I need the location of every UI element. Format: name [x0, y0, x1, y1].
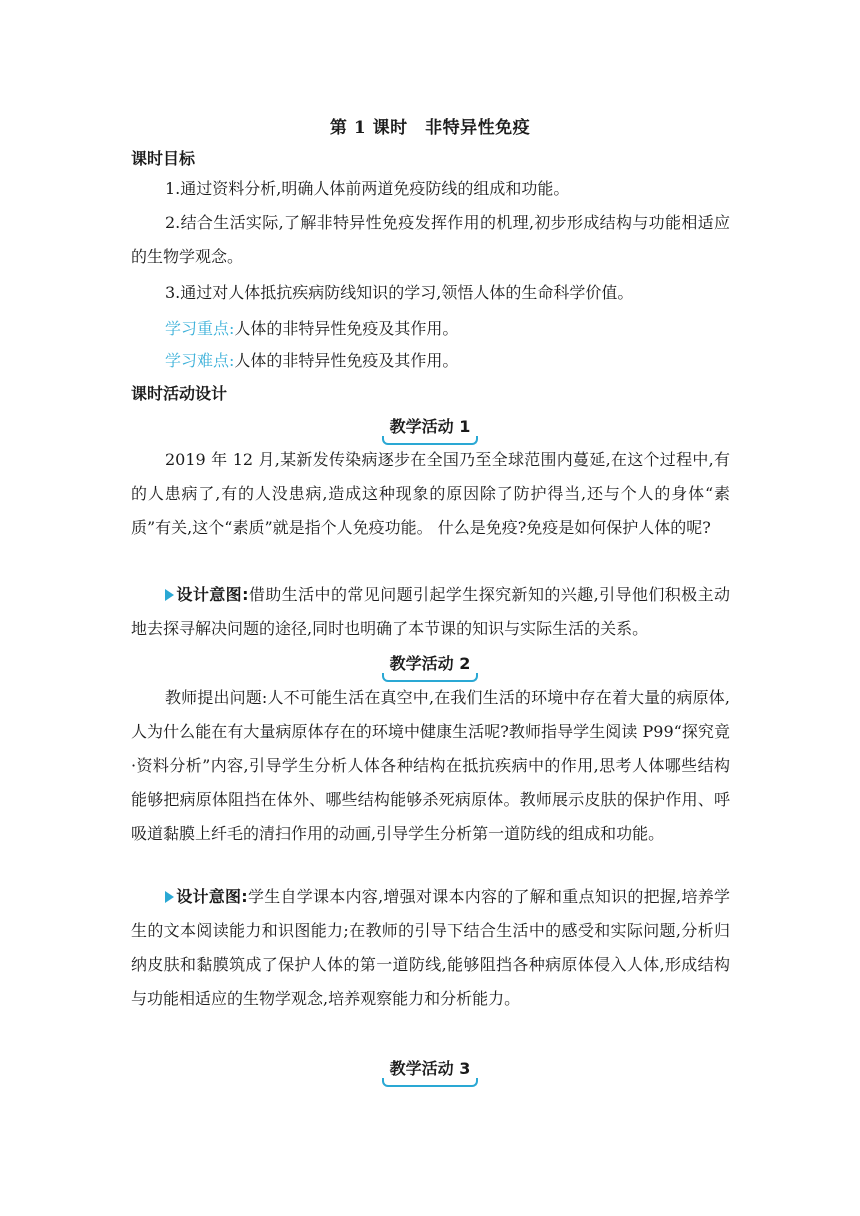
objective-3: 3.通过对人体抵抗疾病防线知识的学习,领悟人体的生命科学价值。: [165, 283, 634, 302]
activity-1-title: 教学活动 1: [384, 414, 477, 439]
design-heading: 课时活动设计: [131, 384, 228, 403]
activity-2-badge: [0, 651, 860, 676]
activity-2-intent: [131, 880, 730, 1016]
lesson-title: 第 1 课时 非特异性免疫: [329, 118, 531, 138]
activity-2-intent-label: 设计意图:: [176, 887, 248, 906]
triangle-marker-icon: [165, 589, 174, 601]
difficulty-point: [165, 348, 458, 371]
activity-1-intent: [131, 578, 730, 646]
activity-1-body: 2019 年 12 月,某新发传染病逐步在全国乃至全球范围内蔓延,在这个过程中,有的人患病了,有的人没患病,造成这种现象的原因除了防护得当,还与个人的身体“素质”有关,这个“素质”就是指个人免疫功能。 什么是免疫?免疫是如何保护人体的呢?: [131, 450, 730, 537]
objectives-heading: 课时目标: [131, 149, 196, 168]
key-point-label: 学习重点:: [165, 319, 235, 338]
activity-3-badge: [0, 1056, 860, 1081]
activity-1-badge: [0, 414, 860, 439]
activity-1-intent-text: 借助生活中的常见问题引起学生探究新知的兴趣,引导他们积极主动地去探寻解决问题的途径,同时也明确了本节课的知识与实际生活的关系。: [131, 585, 730, 638]
key-point: [165, 316, 458, 339]
activity-1-intent-label: 设计意图:: [176, 585, 249, 604]
key-point-text: 人体的非特异性免疫及其作用。: [234, 319, 459, 338]
activity-2-title: 教学活动 2: [384, 651, 477, 676]
objective-1: 1.通过资料分析,明确人体前两道免疫防线的组成和功能。: [165, 179, 570, 198]
objective-2: 2.结合生活实际,了解非特异性免疫发挥作用的机理,初步形成结构与功能相适应的生物学观念。: [131, 213, 730, 266]
activity-3-title: 教学活动 3: [384, 1056, 477, 1081]
activity-2-intent-text: 学生自学课本内容,增强对课本内容的了解和重点知识的把握,培养学生的文本阅读能力和识图能力;在教师的引导下结合生活中的感受和实际问题,分析归纳皮肤和黏膜筑成了保护人体的第一道防线,能够阻挡各种病原体侵入人体,形成结构与功能相适应的生物学观念,培养观察能力和分析能力。: [131, 887, 730, 1008]
difficulty-label: 学习难点:: [165, 351, 235, 370]
difficulty-text: 人体的非特异性免疫及其作用。: [234, 351, 459, 370]
triangle-marker-icon: [165, 891, 174, 903]
activity-2-body: 教师提出问题:人不可能生活在真空中,在我们生活的环境中存在着大量的病原体,人为什么能在有大量病原体存在的环境中健康生活呢?教师指导学生阅读 P99“探究竟·资料分析”内容,引导学生分析人体各种结构在抵抗疾病中的作用,思考人体哪些结构能够把病原体阻挡在体外、哪些结构能够杀死病原体。教师展示皮肤的保护作用、呼吸道黏膜上纤毛的清扫作用的动画,引导学生分析第一道防线的组成和功能。: [131, 688, 730, 843]
